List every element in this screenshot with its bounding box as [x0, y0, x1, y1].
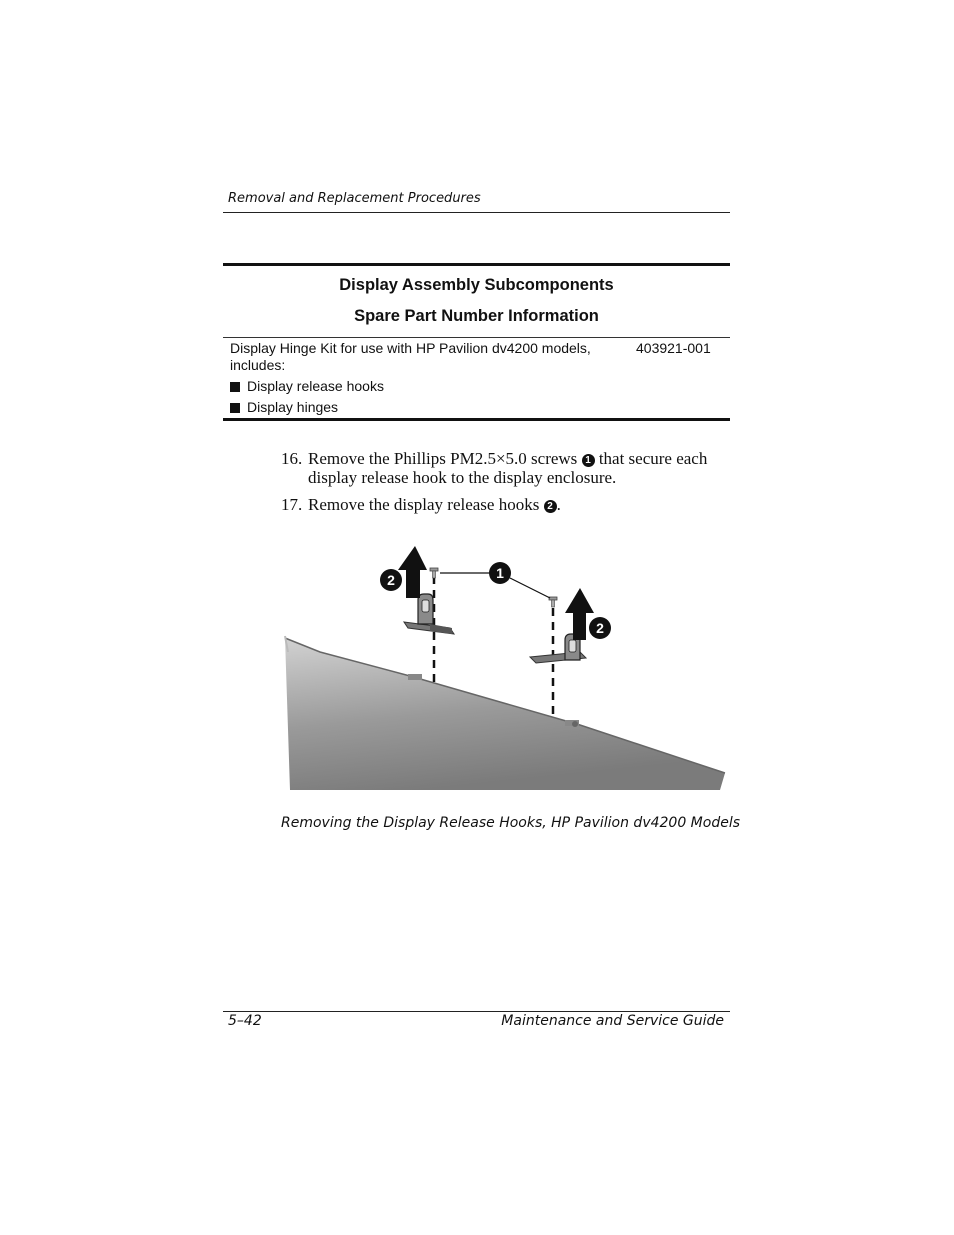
step-number: 17.: [281, 495, 303, 514]
callout-label: 2: [387, 572, 395, 588]
step-text-part: .: [556, 495, 561, 514]
screw-left-icon: [430, 568, 438, 578]
list-item: [230, 378, 730, 395]
guide-title: Maintenance and Service Guide: [501, 1013, 724, 1029]
step-text: [308, 495, 731, 514]
figure-caption: Removing the Display Release Hooks, HP Pavilion dv4200 Models: [281, 815, 741, 831]
list-item-label: Display hinges: [247, 399, 339, 415]
list-item-label: Display release hooks: [247, 378, 384, 394]
table-bottom-rule: [223, 418, 730, 421]
part-number: 403921-001: [636, 340, 711, 356]
step-number: 16.: [281, 449, 303, 468]
header-rule: [223, 212, 730, 213]
callout-1-icon: 1: [582, 454, 595, 467]
callout-label: 1: [496, 565, 504, 581]
list-item: [230, 399, 730, 416]
spare-parts-table: [223, 263, 730, 421]
lift-arrow-right-icon: [565, 588, 594, 640]
step-text-part: that secure each display release hook to the display enclosure.: [308, 449, 708, 487]
callout-2-icon: [380, 569, 402, 591]
square-bullet-icon: [230, 403, 240, 413]
footer-rule: [223, 1011, 730, 1012]
table-subtitle: Spare Part Number Information: [354, 307, 599, 325]
procedure-steps: [281, 449, 731, 522]
lift-arrow-left-icon: [398, 546, 427, 598]
page-number: 5–42: [228, 1013, 262, 1029]
step-16: [281, 449, 731, 487]
hook-slot-left: [408, 674, 422, 680]
table-title: Display Assembly Subcomponents: [339, 276, 614, 294]
step-text: [308, 449, 731, 487]
callout-2-icon: [589, 617, 611, 639]
screw-right-icon: [549, 597, 557, 607]
square-bullet-icon: [230, 382, 240, 392]
table-top-rule: [223, 263, 730, 266]
release-hooks-illustration: [280, 540, 730, 800]
step-text-part: Remove the Phillips PM2.5×5.0 screws: [308, 449, 582, 468]
step-text-part: Remove the display release hooks: [308, 495, 544, 514]
running-header: Removal and Replacement Procedures: [228, 191, 481, 206]
callout-2-icon: 2: [544, 500, 557, 513]
part-description: Display Hinge Kit for use with HP Pavilion dv4200 models, includes:: [230, 340, 591, 373]
step-17: [281, 495, 731, 514]
release-hook-left: [404, 594, 454, 634]
callout-1-icon: [489, 562, 511, 584]
table-row: [223, 338, 730, 418]
callout-label: 2: [596, 620, 604, 636]
